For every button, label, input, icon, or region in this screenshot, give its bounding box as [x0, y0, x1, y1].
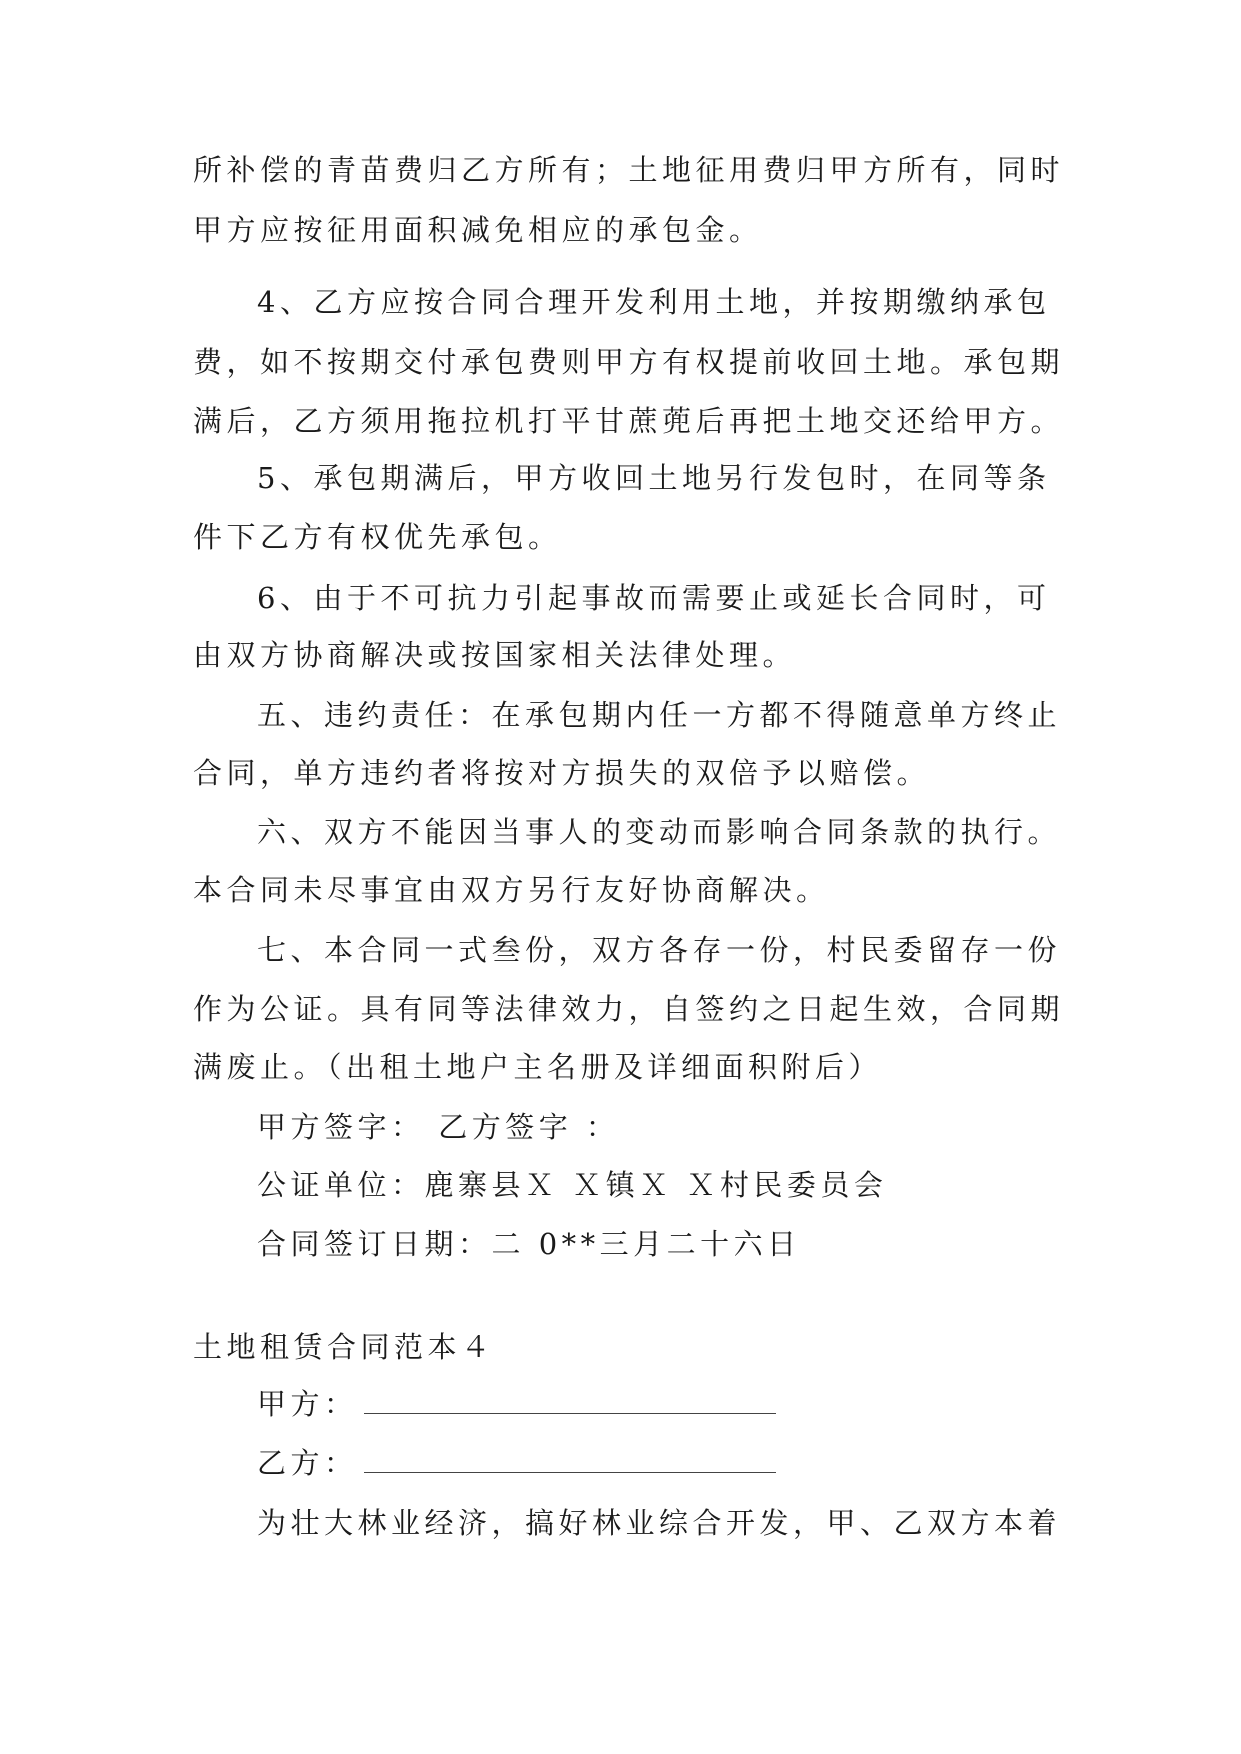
paragraph-line: 甲方应按征用面积减免相应的承包金。 [193, 213, 763, 247]
paragraph-line: 作为公证。具有同等法律效力，自签约之日起生效，合同期 [193, 992, 1065, 1026]
paragraph-line: 4、乙方应按合同合理开发利用土地，并按期缴纳承包 [257, 285, 1051, 319]
party-a-label: 甲方： [257, 1387, 358, 1421]
notary-line: 公证单位：鹿寨县Ｘ Ｘ镇Ｘ Ｘ村民委员会 [257, 1168, 888, 1202]
party-b-blank [364, 1450, 776, 1473]
paragraph-line: 5、承包期满后，甲方收回土地另行发包时，在同等条 [257, 461, 1051, 495]
party-b-row [257, 1443, 776, 1483]
signature-line: 甲方签字： 乙方签字 ： [257, 1110, 620, 1144]
paragraph-line: 为壮大林业经济，搞好林业综合开发，甲、乙双方本着 [257, 1506, 1062, 1540]
party-b-label: 乙方： [257, 1446, 358, 1480]
paragraph-line: 6、由于不可抗力引起事故而需要止或延长合同时，可 [257, 581, 1051, 615]
party-a-row [257, 1384, 776, 1424]
paragraph-line: 五、违约责任：在承包期内任一方都不得随意单方终止 [257, 698, 1062, 732]
paragraph-line: 由双方协商解决或按国家相关法律处理。 [193, 638, 797, 672]
party-a-blank [364, 1391, 776, 1414]
paragraph-line: 满废止。（出租土地户主名册及详细面积附后） [193, 1050, 883, 1084]
paragraph-line: 费，如不按期交付承包费则甲方有权提前收回土地。承包期 [193, 345, 1065, 379]
paragraph-line: 六、双方不能因当事人的变动而影响合同条款的执行。 [257, 815, 1062, 849]
paragraph-line: 所补偿的青苗费归乙方所有；土地征用费归甲方所有，同时 [193, 153, 1065, 187]
paragraph-line: 本合同未尽事宜由双方另行友好协商解决。 [193, 873, 830, 907]
paragraph-line: 满后，乙方须用拖拉机打平甘蔗蔸后再把土地交还给甲方。 [193, 404, 1065, 438]
paragraph-line: 件下乙方有权优先承包。 [193, 520, 562, 554]
section-title: 土地租赁合同范本４ [193, 1330, 495, 1364]
paragraph-line: 七、本合同一式叁份，双方各存一份，村民委留存一份 [257, 933, 1062, 967]
date-line: 合同签订日期：二 0**三月二十六日 [257, 1227, 801, 1261]
paragraph-line: 合同，单方违约者将按对方损失的双倍予以赔偿。 [193, 756, 931, 790]
